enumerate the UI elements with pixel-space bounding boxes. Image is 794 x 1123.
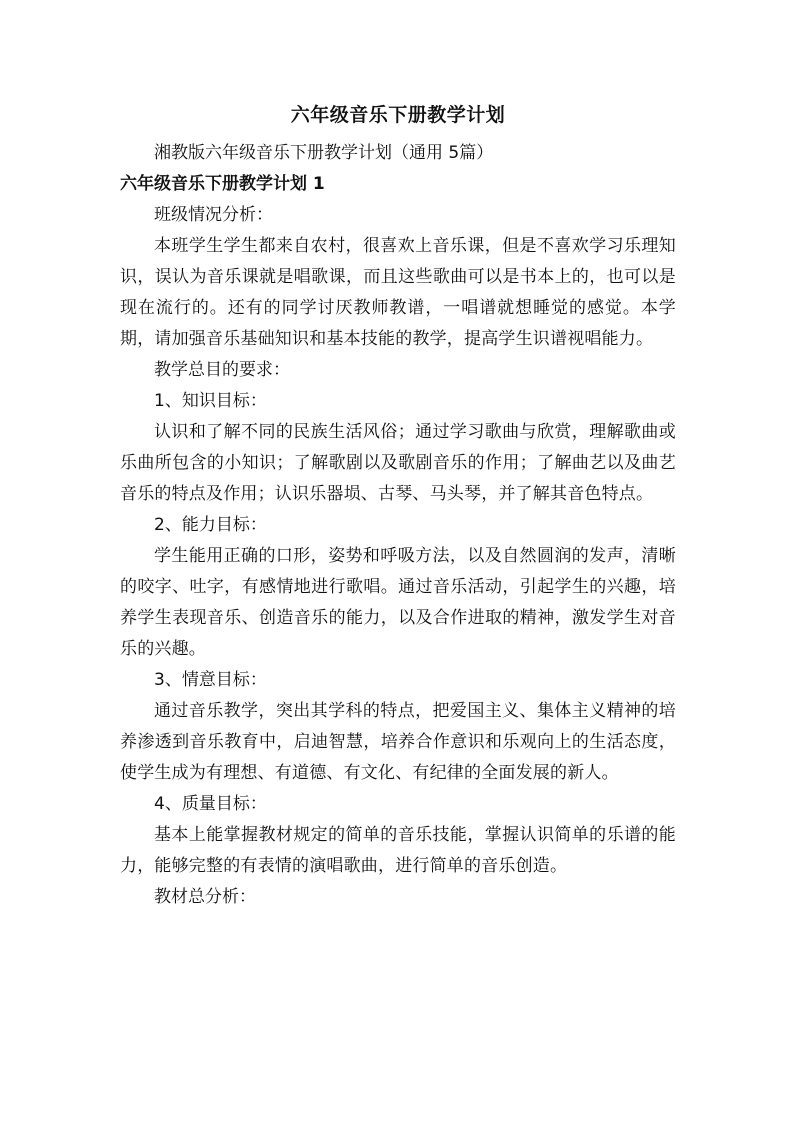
quality-goal-paragraph: 基本上能掌握教材规定的简单的音乐技能，掌握认识简单的乐谱的能力，能够完整的有表情的演唱歌曲，进行简单的音乐创造。 [120,825,676,876]
emotion-goal-paragraph: 通过音乐教学，突出其学科的特点，把爱国主义、集体主义精神的培养渗透到音乐教育中，启迪智慧，培养合作意识和乐观向上的生活态度，使学生成为有理想、有道德、有文化、有纪律的全面发展的新人。 [120,701,676,783]
section-heading: 六年级音乐下册教学计划 1 [120,174,325,194]
quality-goal-label: 4、质量目标： [154,794,267,814]
class-analysis-paragraph: 本班学生学生都来自农村，很喜欢上音乐课，但是不喜欢学习乐理知识，误认为音乐课就是唱歌课，而且这些歌曲可以是书本上的，也可以是现在流行的。还有的同学讨厌教师教谱，一唱谱就想睡觉的感觉。本学期，请加强音乐基础知识和基本技能的教学，提高学生识谱视唱能力。 [120,236,676,349]
document-body [120,100,676,913]
ability-goal-label: 2、能力目标： [154,515,267,535]
document-subtitle: 湘教版六年级音乐下册教学计划（通用 5篇） [154,143,494,163]
emotion-goal-label: 3、情意目标： [154,670,267,690]
class-analysis-label: 班级情况分析： [154,205,273,225]
document-title: 六年级音乐下册教学计划 [290,104,506,126]
ability-goal-paragraph: 学生能用正确的口形，姿势和呼吸方法，以及自然圆润的发声，清晰的咬字、吐字，有感情地进行歌唱。通过音乐活动，引起学生的兴趣，培养学生表现音乐、创造音乐的能力，以及合作进取的精神，激发学生对音乐的兴趣。 [120,546,676,659]
knowledge-goal-paragraph: 认识和了解不同的民族生活风俗；通过学习歌曲与欣赏，理解歌曲或乐曲所包含的小知识；了解歌剧以及歌剧音乐的作用；了解曲艺以及曲艺音乐的特点及作用；认识乐器埙、古琴、马头琴，并了解其音色特点。 [120,422,676,504]
textbook-analysis-label: 教材总分析： [154,887,256,907]
knowledge-goal-label: 1、知识目标： [154,391,267,411]
teaching-goals-label: 教学总目的要求： [154,360,290,380]
